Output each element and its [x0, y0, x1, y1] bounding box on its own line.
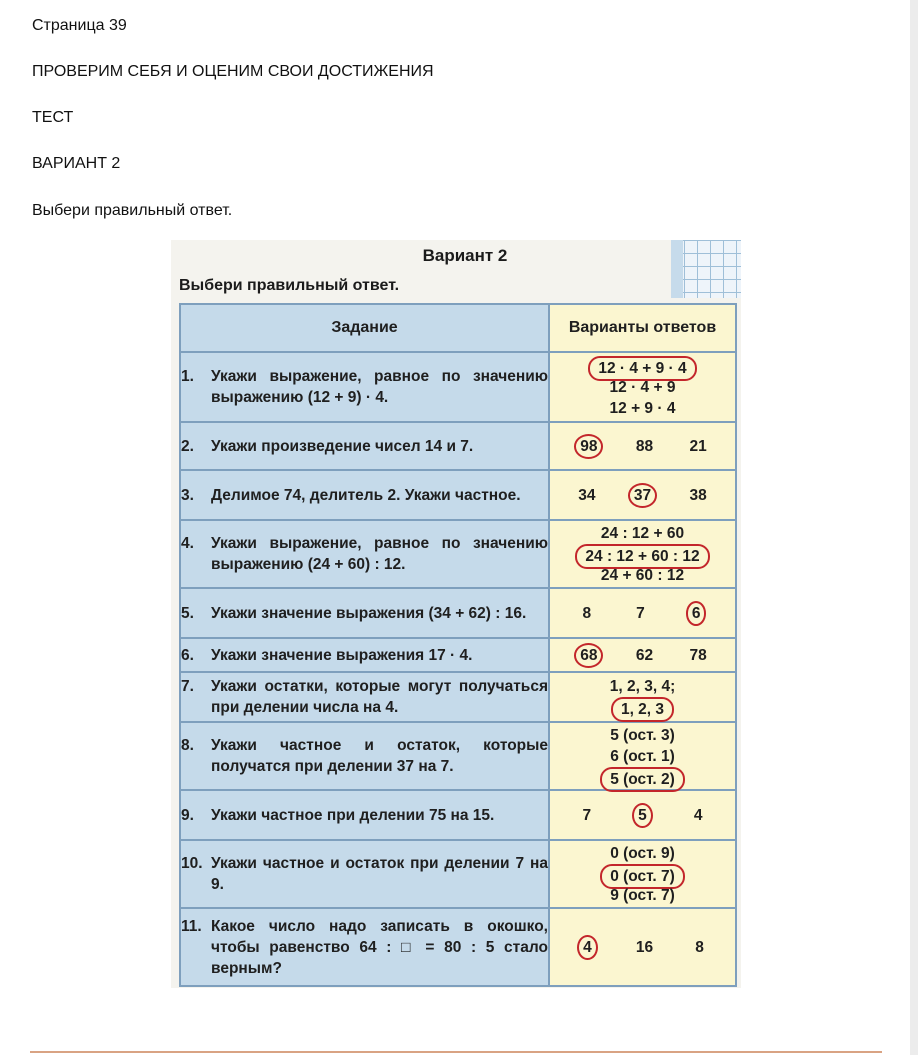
task-text: Укажи значение выражения (34 + 62) : 16. — [211, 604, 527, 622]
answers-cell — [549, 722, 736, 790]
task-row — [180, 840, 736, 908]
textbook-scan-image — [171, 240, 741, 988]
answer-option-circled: 4 — [577, 935, 598, 960]
answer-option: 6 (ост. 1) — [610, 747, 675, 765]
answer-option-circled: 1, 2, 3 — [611, 697, 674, 722]
answers-cell — [549, 470, 736, 520]
answer-option-circled: 5 (ост. 2) — [600, 767, 685, 792]
answer-option-circled: 0 (ост. 7) — [600, 864, 685, 889]
answer-option: 5 (ост. 3) — [610, 726, 675, 744]
answer-option: 1, 2, 3, 4; — [609, 678, 676, 695]
scan-title: Вариант 2 — [422, 246, 508, 265]
answer-option: 8 — [695, 938, 704, 956]
task-text: Делимое 74, делитель 2. Укажи частное. — [211, 486, 521, 504]
task-row — [180, 352, 736, 422]
answer-option: 34 — [578, 486, 596, 504]
task-number: 11. — [181, 917, 202, 935]
task-text: Укажи произведение чисел 14 и 7. — [211, 437, 474, 455]
answer-option: 7 — [582, 806, 592, 824]
task-number: 5. — [181, 604, 194, 622]
column-header-task: Задание — [180, 304, 549, 352]
task-row — [180, 638, 736, 672]
answers-cell — [549, 520, 736, 588]
task-cell — [180, 840, 549, 908]
answer-option: 0 (ост. 9) — [610, 844, 675, 862]
scan-instruction: Выбери правильный ответ. — [179, 277, 400, 294]
answers-cell — [549, 422, 736, 470]
task-row — [180, 422, 736, 470]
task-text: Какое число надо записать в окошко, чтобы равенство 64 : □ = 80 : 5 стало верным? — [211, 917, 548, 977]
page-label: Страница 39 — [32, 17, 127, 34]
task-text: Укажи выражение, равное по значению выражению (12 + 9) · 4. — [211, 368, 548, 406]
answer-option: 12 + 9 · 4 — [609, 399, 676, 417]
task-cell — [180, 352, 549, 422]
task-row — [180, 908, 736, 986]
answer-option: 24 + 60 : 12 — [600, 566, 685, 584]
answer-option: 21 — [689, 437, 707, 455]
column-header-answers: Варианты ответов — [549, 304, 736, 352]
task-number: 2. — [181, 437, 194, 455]
answer-option-circled: 12 · 4 + 9 · 4 — [588, 356, 696, 381]
answer-option: 38 — [689, 486, 707, 504]
task-number: 4. — [181, 535, 194, 552]
answer-option: 88 — [635, 437, 654, 455]
task-text: Укажи частное и остаток при делении 7 на 9. — [211, 855, 548, 893]
task-number: 7. — [181, 678, 194, 695]
answers-cell — [549, 790, 736, 840]
answer-option: 7 — [636, 604, 645, 622]
task-cell — [180, 790, 549, 840]
task-row — [180, 470, 736, 520]
answer-option-circled: 37 — [628, 483, 657, 508]
task-row — [180, 588, 736, 638]
task-cell — [180, 722, 549, 790]
task-row — [180, 790, 736, 840]
answers-cell — [549, 588, 736, 638]
answer-option-circled: 98 — [574, 434, 603, 459]
task-text: Укажи частное и остаток, которые получатся при делении 37 на 7. — [211, 737, 548, 775]
task-text: Укажи остатки, которые могут получаться при делении числа на 4. — [211, 678, 548, 716]
answer-option: 78 — [689, 646, 707, 664]
task-number: 6. — [181, 646, 194, 664]
task-cell — [180, 908, 549, 986]
task-cell — [180, 422, 549, 470]
task-cell — [180, 588, 549, 638]
task-number: 10. — [181, 855, 203, 872]
variant-label: ВАРИАНТ 2 — [32, 155, 121, 172]
answer-option: 8 — [582, 604, 592, 622]
page-right-border — [910, 0, 918, 1055]
answer-option: 24 : 12 + 60 — [600, 524, 685, 542]
test-label: ТЕСТ — [32, 109, 74, 126]
bottom-divider — [30, 1051, 882, 1053]
answers-cell — [549, 638, 736, 672]
task-rows — [180, 352, 736, 986]
task-row — [180, 520, 736, 588]
section-title: ПРОВЕРИМ СЕБЯ И ОЦЕНИМ СВОИ ДОСТИЖЕНИЯ — [32, 63, 434, 80]
answer-option: 9 (ост. 7) — [610, 886, 675, 904]
task-row — [180, 672, 736, 722]
task-number: 9. — [181, 806, 194, 824]
task-cell — [180, 520, 549, 588]
task-text: Укажи выражение, равное по значению выражению (24 + 60) : 12. — [211, 535, 548, 573]
answers-cell — [549, 672, 736, 722]
answer-option-circled: 5 — [632, 803, 653, 828]
task-number: 3. — [181, 486, 194, 504]
answer-option: 12 · 4 + 9 — [609, 378, 676, 396]
answers-cell — [549, 908, 736, 986]
task-cell — [180, 470, 549, 520]
instruction-text: Выбери правильный ответ. — [32, 202, 233, 219]
answers-cell — [549, 352, 736, 422]
task-text: Укажи значение выражения 17 · 4. — [211, 646, 473, 664]
answer-option-circled: 6 — [686, 601, 707, 626]
task-cell — [180, 672, 549, 722]
task-cell — [180, 638, 549, 672]
answer-option: 16 — [635, 938, 654, 956]
task-number: 8. — [181, 737, 194, 754]
task-number: 1. — [181, 368, 194, 385]
answer-option-circled: 24 : 12 + 60 : 12 — [575, 544, 709, 569]
answer-option-circled: 68 — [574, 643, 603, 668]
task-row — [180, 722, 736, 790]
answer-option: 62 — [635, 646, 654, 664]
test-table — [179, 303, 737, 987]
task-text: Укажи частное при делении 75 на 15. — [211, 806, 495, 824]
answer-option: 4 — [693, 806, 703, 824]
answers-cell — [549, 840, 736, 908]
